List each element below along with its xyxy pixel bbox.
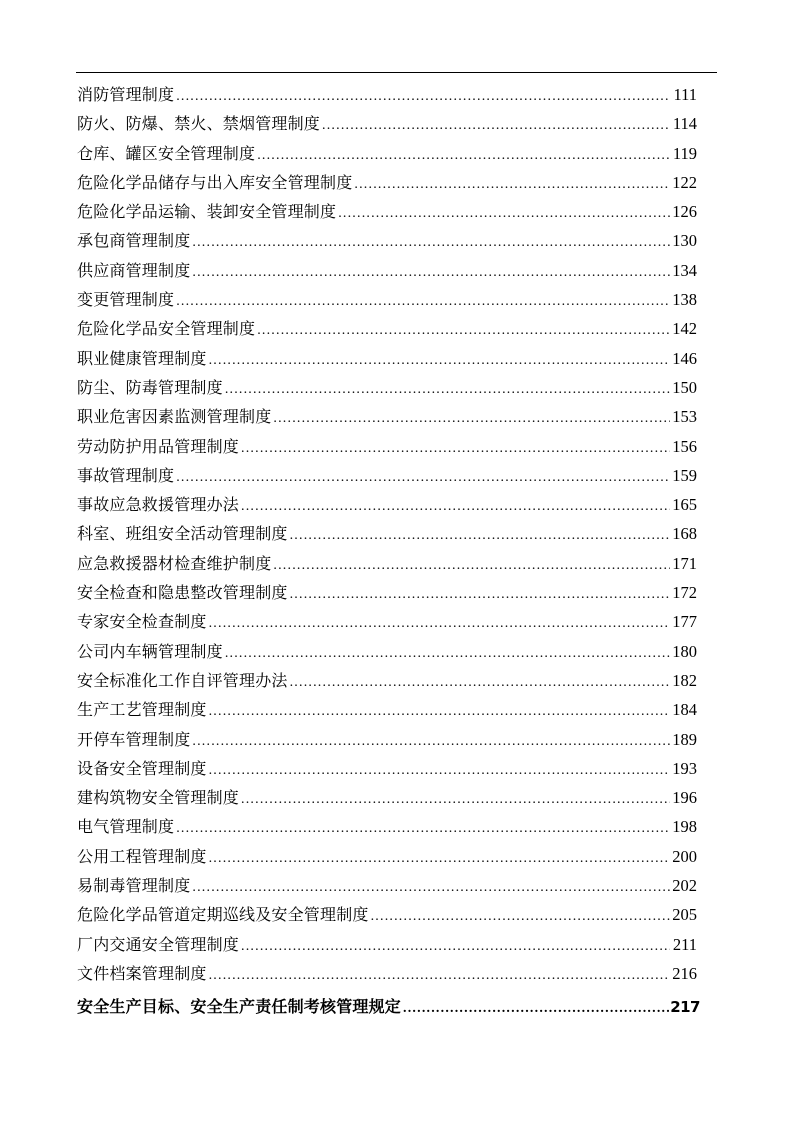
toc-dot-leader xyxy=(241,932,670,961)
toc-entry-title: 供应商管理制度 xyxy=(77,260,191,280)
toc-entry-page: 196 xyxy=(672,788,697,808)
toc-entry[interactable] xyxy=(77,168,697,197)
toc-entry-title: 科室、班组安全活动管理制度 xyxy=(77,524,288,544)
toc-entry-title: 事故应急救援管理办法 xyxy=(77,495,240,515)
toc-entry-title: 职业危害因素监测管理制度 xyxy=(77,407,272,427)
toc-dot-leader xyxy=(354,170,670,199)
toc-entry-page: 205 xyxy=(672,905,697,925)
toc-dot-leader xyxy=(225,639,670,668)
toc-entry-title: 事故管理制度 xyxy=(77,465,175,485)
toc-entry[interactable] xyxy=(77,109,697,138)
toc-dot-leader xyxy=(403,994,669,1023)
toc-dot-leader xyxy=(192,727,670,756)
toc-entry-title: 公用工程管理制度 xyxy=(77,846,207,866)
toc-dot-leader xyxy=(241,492,670,521)
toc-entry-title: 消防管理制度 xyxy=(77,85,175,104)
toc-dot-leader xyxy=(176,287,670,316)
toc-entry[interactable] xyxy=(77,373,697,402)
toc-entry-page: 134 xyxy=(672,260,697,280)
toc-entry-page: 142 xyxy=(672,319,697,339)
toc-dot-leader xyxy=(176,463,670,492)
toc-entry[interactable] xyxy=(77,197,697,226)
toc-entry-title: 安全检查和隐患整改管理制度 xyxy=(77,583,288,603)
toc-dot-leader xyxy=(241,785,670,814)
toc-entry-title: 易制毒管理制度 xyxy=(77,876,191,896)
toc-entry[interactable] xyxy=(77,871,697,900)
toc-entry-page: 200 xyxy=(672,846,697,866)
toc-entry-title: 危险化学品运输、装卸安全管理制度 xyxy=(77,202,337,222)
toc-dot-leader xyxy=(209,609,670,638)
toc-dot-leader xyxy=(176,82,670,111)
toc-entry[interactable] xyxy=(77,402,697,431)
toc-entry-title: 设备安全管理制度 xyxy=(77,758,207,778)
toc-entry-title: 危险化学品储存与出入库安全管理制度 xyxy=(77,172,353,192)
toc-entry[interactable] xyxy=(77,578,697,607)
toc-dot-leader xyxy=(209,346,670,375)
toc-entry[interactable] xyxy=(77,519,697,548)
toc-dot-leader xyxy=(192,258,670,287)
toc-entry[interactable] xyxy=(77,314,697,343)
toc-dot-leader xyxy=(290,580,670,609)
toc-entry-title: 安全标准化工作自评管理办法 xyxy=(77,670,288,690)
toc-entry-title: 仓库、罐区安全管理制度 xyxy=(77,143,256,163)
toc-entry-page: 119 xyxy=(672,143,697,163)
toc-entry-title: 开停车管理制度 xyxy=(77,729,191,749)
toc-dot-leader xyxy=(192,873,670,902)
toc-dot-leader xyxy=(290,668,670,697)
toc-dot-leader xyxy=(209,961,670,990)
toc-entry-title: 危险化学品管道定期巡线及安全管理制度 xyxy=(77,905,369,925)
toc-dot-leader xyxy=(322,111,670,140)
toc-entry[interactable] xyxy=(77,432,697,461)
toc-entry-page: 159 xyxy=(672,465,697,485)
toc-entry-page: 126 xyxy=(672,202,697,222)
toc-entry[interactable] xyxy=(77,812,697,841)
toc-entry-page: 168 xyxy=(672,524,697,544)
toc-entry-title: 防尘、防毒管理制度 xyxy=(77,377,223,397)
toc-entry-page: 172 xyxy=(672,583,697,603)
toc-dot-leader xyxy=(273,551,670,580)
toc-entry[interactable] xyxy=(77,666,697,695)
toc-entry[interactable] xyxy=(77,959,697,988)
toc-dot-leader xyxy=(225,375,670,404)
toc-entry-page: 189 xyxy=(672,729,697,749)
toc-entry-title: 电气管理制度 xyxy=(77,817,175,837)
toc-entry[interactable] xyxy=(77,930,697,959)
toc-entry[interactable] xyxy=(77,461,697,490)
header-rule xyxy=(76,72,717,73)
toc-entry[interactable] xyxy=(77,695,697,724)
toc-entry[interactable] xyxy=(77,754,697,783)
toc-dot-leader xyxy=(257,316,670,345)
toc-entry[interactable] xyxy=(77,139,697,168)
toc-entry[interactable] xyxy=(77,900,697,929)
toc-entry[interactable] xyxy=(77,256,697,285)
toc-entry[interactable] xyxy=(77,783,697,812)
toc-dot-leader xyxy=(209,697,670,726)
toc-entry-page: 216 xyxy=(672,963,697,983)
table-of-contents xyxy=(77,80,700,1022)
toc-entry[interactable] xyxy=(77,842,697,871)
toc-entry-page: 217 xyxy=(670,998,700,1017)
toc-entry-title: 文件档案管理制度 xyxy=(77,963,207,983)
toc-entry[interactable] xyxy=(77,607,697,636)
toc-dot-leader xyxy=(290,521,670,550)
toc-entry[interactable] xyxy=(77,637,697,666)
toc-entry[interactable] xyxy=(77,226,697,255)
toc-entry-title: 职业健康管理制度 xyxy=(77,348,207,368)
toc-entry-title: 专家安全检查制度 xyxy=(77,612,207,632)
toc-entry-page: 211 xyxy=(672,934,697,954)
toc-entry-title: 公司内车辆管理制度 xyxy=(77,641,223,661)
toc-entry-title: 生产工艺管理制度 xyxy=(77,700,207,720)
toc-dot-leader xyxy=(371,902,670,931)
toc-entry-page: 198 xyxy=(672,817,697,837)
toc-entry-page: 122 xyxy=(672,172,697,192)
toc-entry-page: 150 xyxy=(672,377,697,397)
toc-dot-leader xyxy=(209,756,670,785)
toc-entry-title: 厂内交通安全管理制度 xyxy=(77,934,240,954)
toc-entry[interactable] xyxy=(77,490,697,519)
toc-entry-page: 138 xyxy=(672,290,697,310)
toc-dot-leader xyxy=(257,141,670,170)
toc-entry[interactable] xyxy=(77,344,697,373)
toc-entry-page: 130 xyxy=(672,231,697,251)
toc-entry-title: 承包商管理制度 xyxy=(77,231,191,251)
toc-dot-leader xyxy=(176,814,670,843)
toc-dot-leader xyxy=(338,199,670,228)
toc-entry[interactable] xyxy=(77,285,697,314)
toc-entry-page: 180 xyxy=(672,641,697,661)
toc-dot-leader xyxy=(241,434,670,463)
toc-entry-title: 建构筑物安全管理制度 xyxy=(77,788,240,808)
toc-entry-page: 202 xyxy=(672,876,697,896)
toc-entry-page: 193 xyxy=(672,758,697,778)
toc-entry-page: 165 xyxy=(672,495,697,515)
toc-entry-page: 177 xyxy=(672,612,697,632)
toc-entry[interactable] xyxy=(77,549,697,578)
toc-entry[interactable] xyxy=(77,80,697,109)
toc-entry-title: 劳动防护用品管理制度 xyxy=(77,436,240,456)
toc-entry-section-heading[interactable] xyxy=(77,992,700,1021)
toc-entry-page: 146 xyxy=(672,348,697,368)
toc-entry-title: 变更管理制度 xyxy=(77,290,175,310)
toc-entry-page: 184 xyxy=(672,700,697,720)
toc-entry-page: 153 xyxy=(672,407,697,427)
toc-entry-page: 156 xyxy=(672,436,697,456)
toc-entry-page: 111 xyxy=(673,85,697,104)
toc-entry-title: 安全生产目标、安全生产责任制考核管理规定 xyxy=(77,997,402,1017)
toc-dot-leader xyxy=(209,844,670,873)
toc-entry-page: 114 xyxy=(672,114,697,134)
toc-entry-title: 防火、防爆、禁火、禁烟管理制度 xyxy=(77,114,321,134)
toc-dot-leader xyxy=(273,404,670,433)
toc-entry-title: 危险化学品安全管理制度 xyxy=(77,319,256,339)
toc-entry-page: 171 xyxy=(672,553,697,573)
toc-entry-title: 应急救援器材检查维护制度 xyxy=(77,553,272,573)
toc-entry-page: 182 xyxy=(672,670,697,690)
toc-dot-leader xyxy=(192,228,670,257)
toc-entry[interactable] xyxy=(77,725,697,754)
